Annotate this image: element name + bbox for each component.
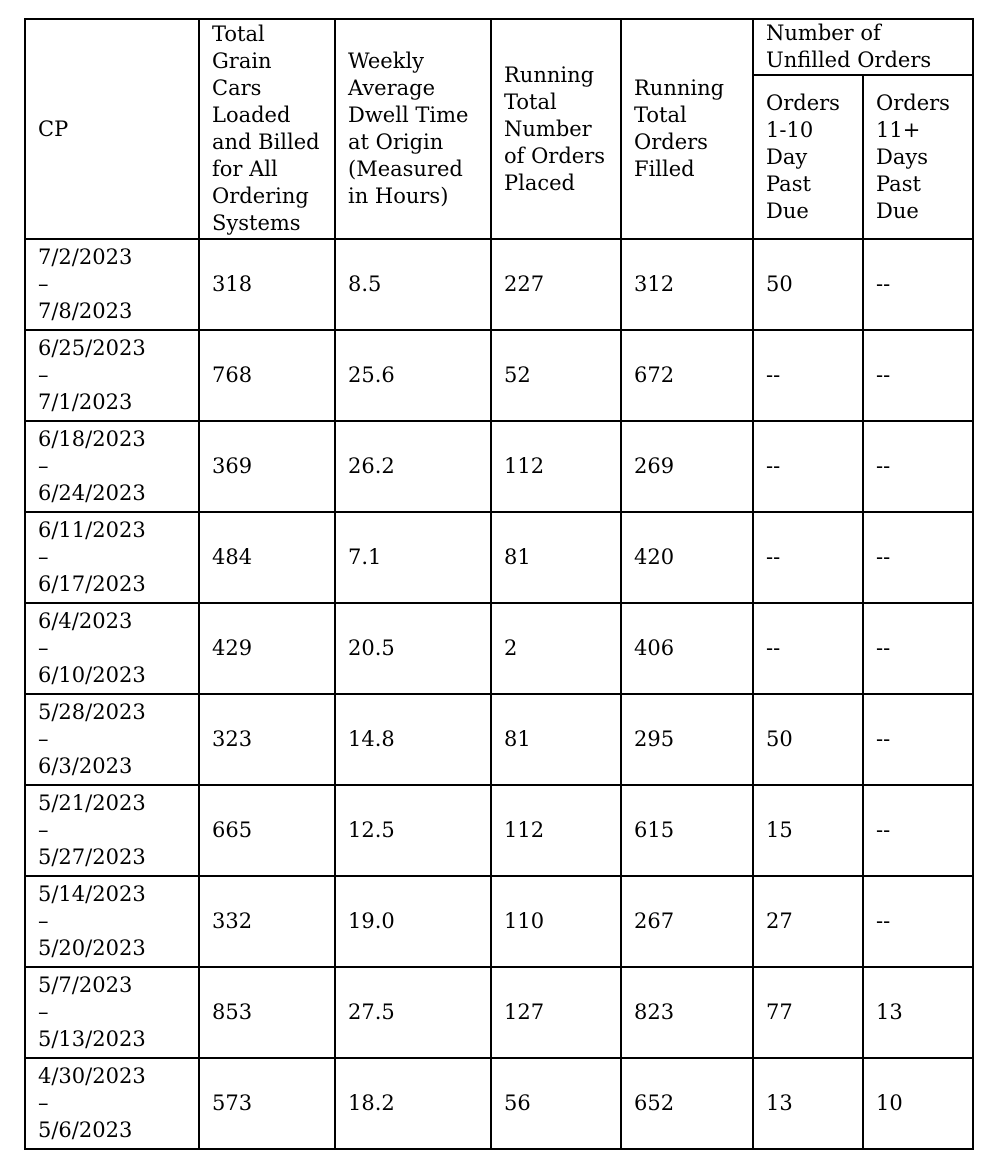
- date-start: 6/4/2023: [38, 609, 133, 633]
- placed-cell: 112: [491, 785, 621, 876]
- placed-cell: 127: [491, 967, 621, 1058]
- past-due-1-10-cell: 13: [753, 1058, 863, 1149]
- filled-cell: 615: [621, 785, 753, 876]
- table-row: [25, 603, 973, 694]
- table-row: [25, 967, 973, 1058]
- cars-cell: 369: [199, 421, 335, 512]
- date-start: 5/14/2023: [38, 882, 146, 906]
- past-due-11-cell: --: [863, 512, 973, 603]
- date-range-cell: [25, 330, 199, 421]
- placed-cell: 110: [491, 876, 621, 967]
- past-due-11-cell: --: [863, 694, 973, 785]
- filled-cell: 295: [621, 694, 753, 785]
- dwell-cell: 20.5: [335, 603, 491, 694]
- cars-cell: 853: [199, 967, 335, 1058]
- dwell-cell: 7.1: [335, 512, 491, 603]
- filled-cell: 672: [621, 330, 753, 421]
- filled-cell: 823: [621, 967, 753, 1058]
- past-due-11-cell: --: [863, 421, 973, 512]
- dwell-cell: 8.5: [335, 239, 491, 330]
- dwell-cell: 12.5: [335, 785, 491, 876]
- filled-cell: 420: [621, 512, 753, 603]
- cars-cell: 429: [199, 603, 335, 694]
- cars-cell: 573: [199, 1058, 335, 1149]
- past-due-1-10-cell: 15: [753, 785, 863, 876]
- date-end: 5/27/2023: [38, 845, 146, 869]
- past-due-11-cell: --: [863, 239, 973, 330]
- filled-cell: 406: [621, 603, 753, 694]
- date-range-cell: [25, 421, 199, 512]
- date-dash: –: [38, 1091, 49, 1115]
- table-row: [25, 330, 973, 421]
- table-row: [25, 421, 973, 512]
- past-due-1-10-cell: 27: [753, 876, 863, 967]
- table-row: [25, 694, 973, 785]
- date-dash: –: [38, 272, 49, 296]
- date-start: 6/11/2023: [38, 518, 146, 542]
- past-due-1-10-cell: --: [753, 512, 863, 603]
- date-end: 6/10/2023: [38, 663, 146, 687]
- cars-cell: 484: [199, 512, 335, 603]
- header-dwell-time: Weekly Average Dwell Time at Origin (Measured in Hours): [335, 19, 491, 239]
- date-start: 6/18/2023: [38, 427, 146, 451]
- placed-cell: 81: [491, 694, 621, 785]
- header-past-due-11-plus: Orders 11+ Days Past Due: [863, 75, 973, 239]
- placed-cell: 112: [491, 421, 621, 512]
- date-end: 6/3/2023: [38, 754, 133, 778]
- dwell-cell: 25.6: [335, 330, 491, 421]
- date-end: 7/1/2023: [38, 390, 133, 414]
- header-total-cars: Total Grain Cars Loaded and Billed for All Ordering Systems: [199, 19, 335, 239]
- date-end: 5/13/2023: [38, 1027, 146, 1051]
- date-range-cell: [25, 512, 199, 603]
- date-dash: –: [38, 727, 49, 751]
- table-row: [25, 512, 973, 603]
- table-row: [25, 876, 973, 967]
- dwell-cell: 27.5: [335, 967, 491, 1058]
- cars-cell: 323: [199, 694, 335, 785]
- placed-cell: 227: [491, 239, 621, 330]
- placed-cell: 2: [491, 603, 621, 694]
- past-due-1-10-cell: --: [753, 421, 863, 512]
- date-end: 6/24/2023: [38, 481, 146, 505]
- table-row: [25, 1058, 973, 1149]
- date-dash: –: [38, 909, 49, 933]
- placed-cell: 81: [491, 512, 621, 603]
- date-end: 5/20/2023: [38, 936, 146, 960]
- past-due-1-10-cell: 77: [753, 967, 863, 1058]
- past-due-11-cell: --: [863, 603, 973, 694]
- past-due-11-cell: --: [863, 785, 973, 876]
- cars-cell: 318: [199, 239, 335, 330]
- placed-cell: 56: [491, 1058, 621, 1149]
- past-due-1-10-cell: --: [753, 603, 863, 694]
- date-dash: –: [38, 1000, 49, 1024]
- filled-cell: 312: [621, 239, 753, 330]
- past-due-11-cell: --: [863, 876, 973, 967]
- date-end: 7/8/2023: [38, 299, 133, 323]
- date-range-cell: [25, 967, 199, 1058]
- table-body: [25, 239, 973, 1149]
- date-dash: –: [38, 636, 49, 660]
- past-due-11-cell: --: [863, 330, 973, 421]
- date-start: 5/7/2023: [38, 973, 133, 997]
- date-start: 4/30/2023: [38, 1064, 146, 1088]
- dwell-cell: 26.2: [335, 421, 491, 512]
- grain-car-table: [24, 18, 974, 1150]
- header-orders-filled: Running Total Orders Filled: [621, 19, 753, 239]
- header-row: [25, 19, 973, 75]
- date-range-cell: [25, 239, 199, 330]
- header-past-due-1-10: Orders 1-10 Day Past Due: [753, 75, 863, 239]
- date-dash: –: [38, 545, 49, 569]
- filled-cell: 652: [621, 1058, 753, 1149]
- cars-cell: 665: [199, 785, 335, 876]
- date-start: 7/2/2023: [38, 245, 133, 269]
- cars-cell: 332: [199, 876, 335, 967]
- date-range-cell: [25, 785, 199, 876]
- past-due-11-cell: 10: [863, 1058, 973, 1149]
- past-due-1-10-cell: 50: [753, 694, 863, 785]
- date-end: 5/6/2023: [38, 1118, 133, 1142]
- table-row: [25, 785, 973, 876]
- date-range-cell: [25, 876, 199, 967]
- date-dash: –: [38, 818, 49, 842]
- past-due-1-10-cell: --: [753, 330, 863, 421]
- table-row: [25, 239, 973, 330]
- date-start: 5/28/2023: [38, 700, 146, 724]
- header-unfilled-orders: Number of Unfilled Orders: [753, 19, 973, 75]
- filled-cell: 269: [621, 421, 753, 512]
- header-orders-placed: Running Total Number of Orders Placed: [491, 19, 621, 239]
- past-due-1-10-cell: 50: [753, 239, 863, 330]
- date-start: 6/25/2023: [38, 336, 146, 360]
- date-range-cell: [25, 694, 199, 785]
- date-start: 5/21/2023: [38, 791, 146, 815]
- header-cp: CP: [25, 19, 199, 239]
- past-due-11-cell: 13: [863, 967, 973, 1058]
- dwell-cell: 18.2: [335, 1058, 491, 1149]
- date-range-cell: [25, 603, 199, 694]
- date-range-cell: [25, 1058, 199, 1149]
- filled-cell: 267: [621, 876, 753, 967]
- cars-cell: 768: [199, 330, 335, 421]
- date-end: 6/17/2023: [38, 572, 146, 596]
- dwell-cell: 19.0: [335, 876, 491, 967]
- date-dash: –: [38, 454, 49, 478]
- date-dash: –: [38, 363, 49, 387]
- dwell-cell: 14.8: [335, 694, 491, 785]
- placed-cell: 52: [491, 330, 621, 421]
